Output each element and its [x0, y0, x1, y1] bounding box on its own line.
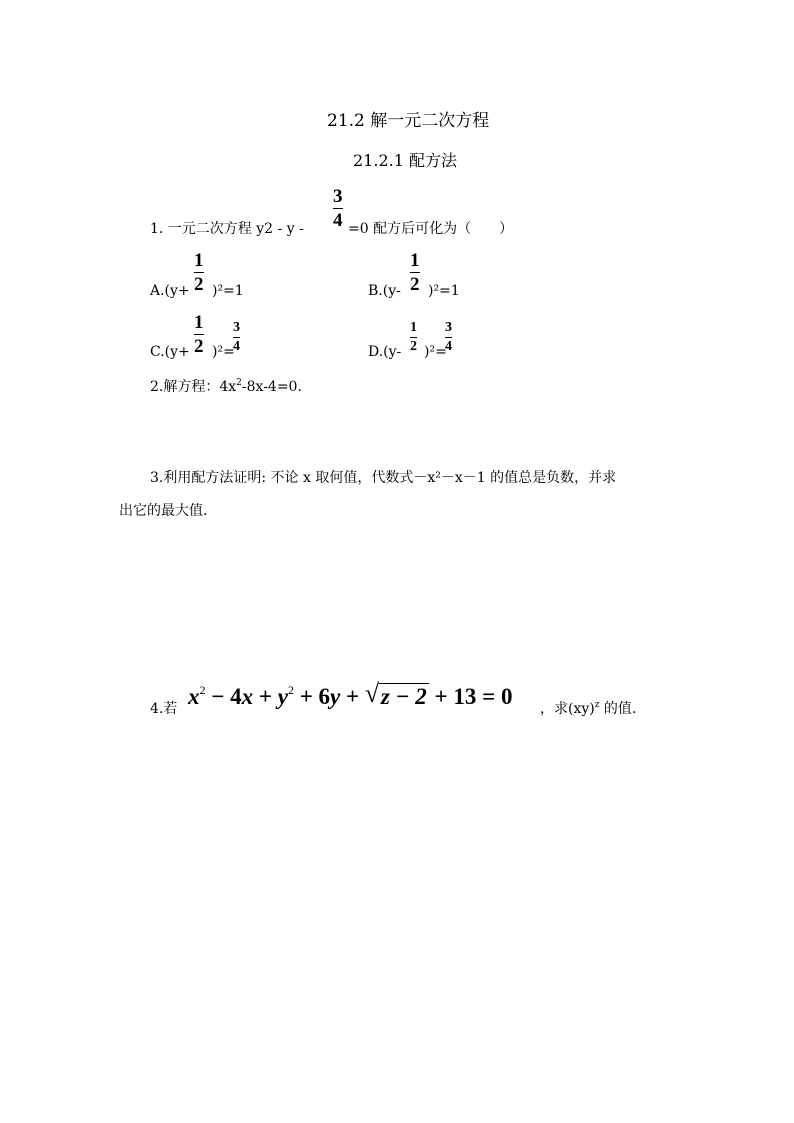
option-d-prefix: D.(y-: [368, 344, 402, 360]
question-4-suffix-text: ，求(xy): [540, 701, 595, 717]
plus: +: [340, 684, 365, 709]
section-subtitle: 21.2.1 配方法: [353, 151, 457, 170]
page-title: 21.2 解一元二次方程: [327, 111, 490, 131]
question-4-suffix-end: 的值.: [599, 701, 637, 717]
option-c-mid: )²=: [212, 344, 235, 360]
var-y: y: [277, 684, 288, 709]
var-x: x: [241, 684, 254, 709]
exponent: 2: [287, 683, 294, 697]
option-b-suffix: )²=1: [428, 283, 460, 299]
question-1-suffix: =0 配方后可化为（ ）: [348, 221, 514, 237]
var-y: y: [330, 684, 341, 709]
fraction-numerator: 3: [233, 320, 240, 335]
fraction-denominator: 2: [410, 339, 417, 354]
fraction-denominator: 4: [233, 339, 240, 354]
fraction-bar: [333, 208, 343, 209]
question-4-formula: [188, 679, 513, 710]
option-d-mid: )²=: [424, 344, 447, 360]
option-a-suffix: )²=1: [212, 283, 244, 299]
question-1-prefix: 1. 一元二次方程 y2 - y -: [150, 221, 304, 237]
option-a-prefix: A.(y+: [150, 283, 190, 299]
option-c-fraction: [194, 313, 204, 356]
square-root: [364, 679, 429, 710]
option-b-prefix: B.(y-: [368, 283, 401, 299]
formula-rest: + 13 = 0: [428, 684, 513, 709]
radical-sign-icon: √: [364, 679, 380, 708]
fraction-bar: [233, 337, 240, 338]
option-c-fraction-2: [233, 321, 240, 354]
fraction-numerator: 1: [194, 250, 204, 271]
question-4-suffix: [540, 698, 636, 718]
plus-6: + 6: [293, 684, 331, 709]
question-2: [150, 376, 302, 396]
fraction-numerator: 3: [333, 186, 343, 207]
fraction-denominator: 4: [445, 339, 452, 354]
var-x: x: [188, 684, 200, 709]
question-3-line-2: 出它的最大值.: [119, 503, 208, 519]
fraction-bar: [410, 337, 417, 338]
question-4-prefix: 4.若: [150, 701, 178, 717]
exponent: 2: [199, 683, 206, 697]
fraction-bar: [410, 272, 420, 273]
question-1-fraction: [333, 187, 343, 230]
option-a-fraction: [194, 251, 204, 294]
exponent: 2: [236, 378, 242, 388]
fraction-numerator: 1: [410, 250, 420, 271]
exponent: z: [594, 700, 600, 710]
minus-4: − 4: [205, 684, 242, 709]
fraction-numerator: 1: [194, 312, 204, 333]
question-2-text: 2.解方程：4x: [150, 379, 237, 395]
fraction-denominator: 2: [410, 274, 420, 295]
fraction-bar: [194, 272, 204, 273]
fraction-denominator: 4: [333, 210, 343, 231]
fraction-bar: [194, 334, 204, 335]
fraction-denominator: 2: [194, 336, 204, 357]
fraction-numerator: 1: [410, 320, 417, 335]
option-c-prefix: C.(y+: [150, 344, 190, 360]
question-3-line-1: 3.利用配方法证明: 不论 x 取何值，代数式－x²－x－1 的值总是负数，并求: [150, 470, 617, 486]
radicand: z − 2: [380, 684, 427, 709]
option-d-fraction-2: [445, 321, 452, 354]
plus: +: [253, 684, 278, 709]
fraction-denominator: 2: [194, 274, 204, 295]
fraction-bar: [445, 337, 452, 338]
option-b-fraction: [410, 251, 420, 294]
question-2-text-end: -8x-4=0.: [241, 379, 302, 395]
fraction-numerator: 3: [445, 320, 452, 335]
option-d-fraction: [410, 321, 417, 354]
